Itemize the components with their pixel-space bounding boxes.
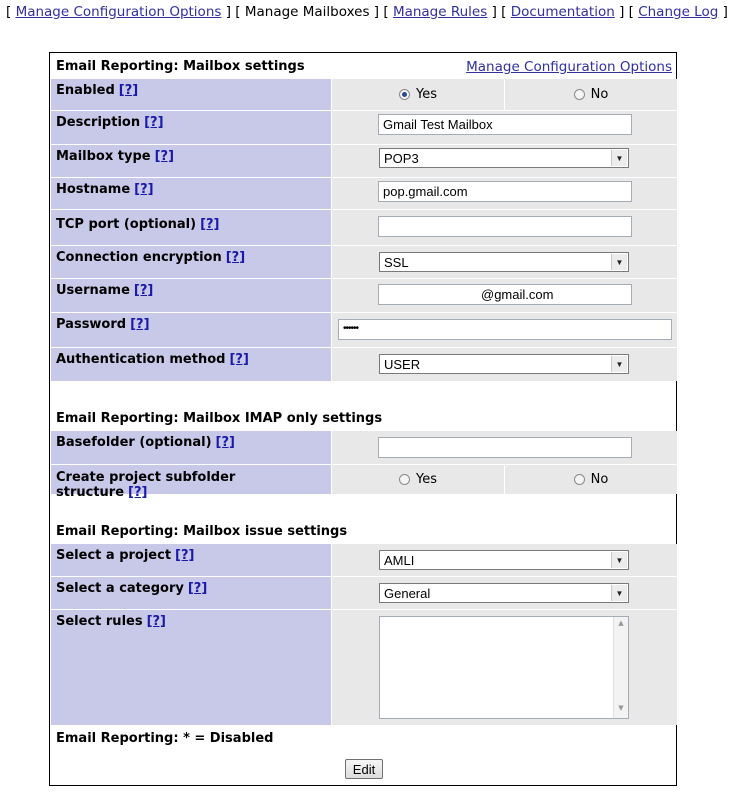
password-row: [51, 313, 677, 348]
mailbox-type-help-link[interactable]: [?]: [154, 149, 175, 164]
dropdown-arrow-icon[interactable]: ▼: [611, 585, 627, 601]
username-help-link[interactable]: [?]: [133, 283, 154, 298]
tcp-port-row: [51, 210, 677, 246]
encryption-select[interactable]: SSL ▼: [379, 252, 629, 272]
mailbox-type-row: [51, 145, 677, 178]
top-navigation: [ Manage Configuration Options ] [ Manage Mailboxes ] [ Manage Rules ] [ Documentation ] [ Change Log ]: [6, 4, 728, 20]
mailbox-type-select[interactable]: POP3 ▼: [379, 148, 629, 168]
encryption-help-link[interactable]: [?]: [225, 250, 246, 265]
project-row: [51, 544, 677, 577]
nav-manage-config-link[interactable]: Manage Configuration Options: [15, 4, 222, 20]
rules-label: Select rules: [56, 614, 143, 629]
username-input[interactable]: @gmail.com: [378, 284, 632, 305]
subfolder-no-radio[interactable]: [574, 474, 585, 485]
scroll-down-icon[interactable]: ▼: [618, 704, 624, 712]
encryption-row: [51, 246, 677, 279]
description-row: [51, 111, 677, 145]
enabled-help-link[interactable]: [?]: [118, 83, 139, 98]
project-select[interactable]: AMLI ▼: [379, 550, 629, 570]
enabled-no-option[interactable]: No: [505, 79, 677, 110]
basefolder-help-link[interactable]: [?]: [215, 435, 235, 450]
issue-settings-heading: Email Reporting: Mailbox issue settings: [56, 524, 348, 539]
description-help-link[interactable]: [?]: [144, 115, 164, 130]
dropdown-arrow-icon[interactable]: ▼: [611, 150, 627, 166]
nav-change-log-link[interactable]: Change Log: [638, 4, 719, 20]
subfolder-yes-option[interactable]: Yes: [332, 465, 505, 494]
dropdown-arrow-icon[interactable]: ▼: [611, 552, 627, 568]
hostname-label: Hostname: [56, 182, 131, 197]
imap-settings-heading: Email Reporting: Mailbox IMAP only settings: [56, 411, 383, 426]
basefolder-row: [51, 431, 677, 465]
tcp-port-help-link[interactable]: [?]: [200, 217, 220, 232]
enabled-row: [51, 79, 677, 111]
project-label: Select a project: [56, 548, 172, 563]
auth-method-select[interactable]: USER ▼: [379, 354, 629, 374]
enabled-yes-radio[interactable]: [399, 89, 410, 100]
username-label: Username: [56, 283, 130, 298]
rules-help-link[interactable]: [?]: [146, 614, 167, 629]
manage-config-link[interactable]: Manage Configuration Options: [466, 59, 672, 75]
description-label: Description: [56, 115, 141, 130]
enabled-yes-option[interactable]: Yes: [332, 79, 505, 110]
dropdown-arrow-icon[interactable]: ▼: [611, 356, 627, 372]
category-select[interactable]: General ▼: [379, 583, 629, 603]
encryption-label: Connection encryption: [56, 250, 222, 265]
mailbox-settings-heading: Email Reporting: Mailbox settings: [56, 59, 305, 74]
footer-note: Email Reporting: * = Disabled: [56, 731, 274, 746]
nav-manage-rules-link[interactable]: Manage Rules: [392, 4, 488, 20]
hostname-help-link[interactable]: [?]: [134, 182, 154, 197]
category-label: Select a category: [56, 581, 184, 596]
category-help-link[interactable]: [?]: [187, 581, 208, 596]
enabled-no-radio[interactable]: [574, 89, 585, 100]
hostname-row: [51, 178, 677, 210]
subfolder-yes-radio[interactable]: [399, 474, 410, 485]
rules-listbox[interactable]: [379, 616, 629, 719]
description-input[interactable]: Gmail Test Mailbox: [378, 114, 632, 135]
auth-method-help-link[interactable]: [?]: [229, 352, 249, 367]
username-row: [51, 279, 677, 313]
hostname-input[interactable]: pop.gmail.com: [378, 181, 632, 202]
dropdown-arrow-icon[interactable]: ▼: [611, 254, 627, 270]
rules-scrollbar[interactable]: [613, 617, 628, 718]
password-input[interactable]: ••••••: [338, 319, 672, 340]
auth-method-label: Authentication method: [56, 352, 226, 367]
scroll-up-icon[interactable]: ▲: [618, 619, 624, 627]
subfolder-no-option[interactable]: No: [505, 465, 677, 494]
tcp-port-input[interactable]: [378, 216, 632, 237]
category-row: [51, 577, 677, 610]
basefolder-label: Basefolder (optional): [56, 435, 212, 450]
basefolder-input[interactable]: [378, 437, 632, 458]
project-help-link[interactable]: [?]: [175, 548, 195, 563]
auth-method-row: [51, 348, 677, 381]
nav-documentation-link[interactable]: Documentation: [510, 4, 615, 20]
password-label: Password: [56, 317, 127, 332]
enabled-label: Enabled: [56, 83, 115, 98]
rules-row: [51, 610, 677, 725]
subfolder-help-link[interactable]: [?]: [128, 485, 148, 500]
tcp-port-label: TCP port (optional): [56, 217, 197, 232]
mailbox-form: [49, 52, 677, 786]
subfolder-row: [51, 465, 677, 500]
subfolder-label: Create project subfolder structure: [56, 470, 236, 500]
password-help-link[interactable]: [?]: [130, 317, 150, 332]
nav-manage-mailboxes-current: Manage Mailboxes: [244, 4, 370, 20]
mailbox-type-label: Mailbox type: [56, 149, 151, 164]
edit-button[interactable]: Edit: [345, 759, 383, 779]
